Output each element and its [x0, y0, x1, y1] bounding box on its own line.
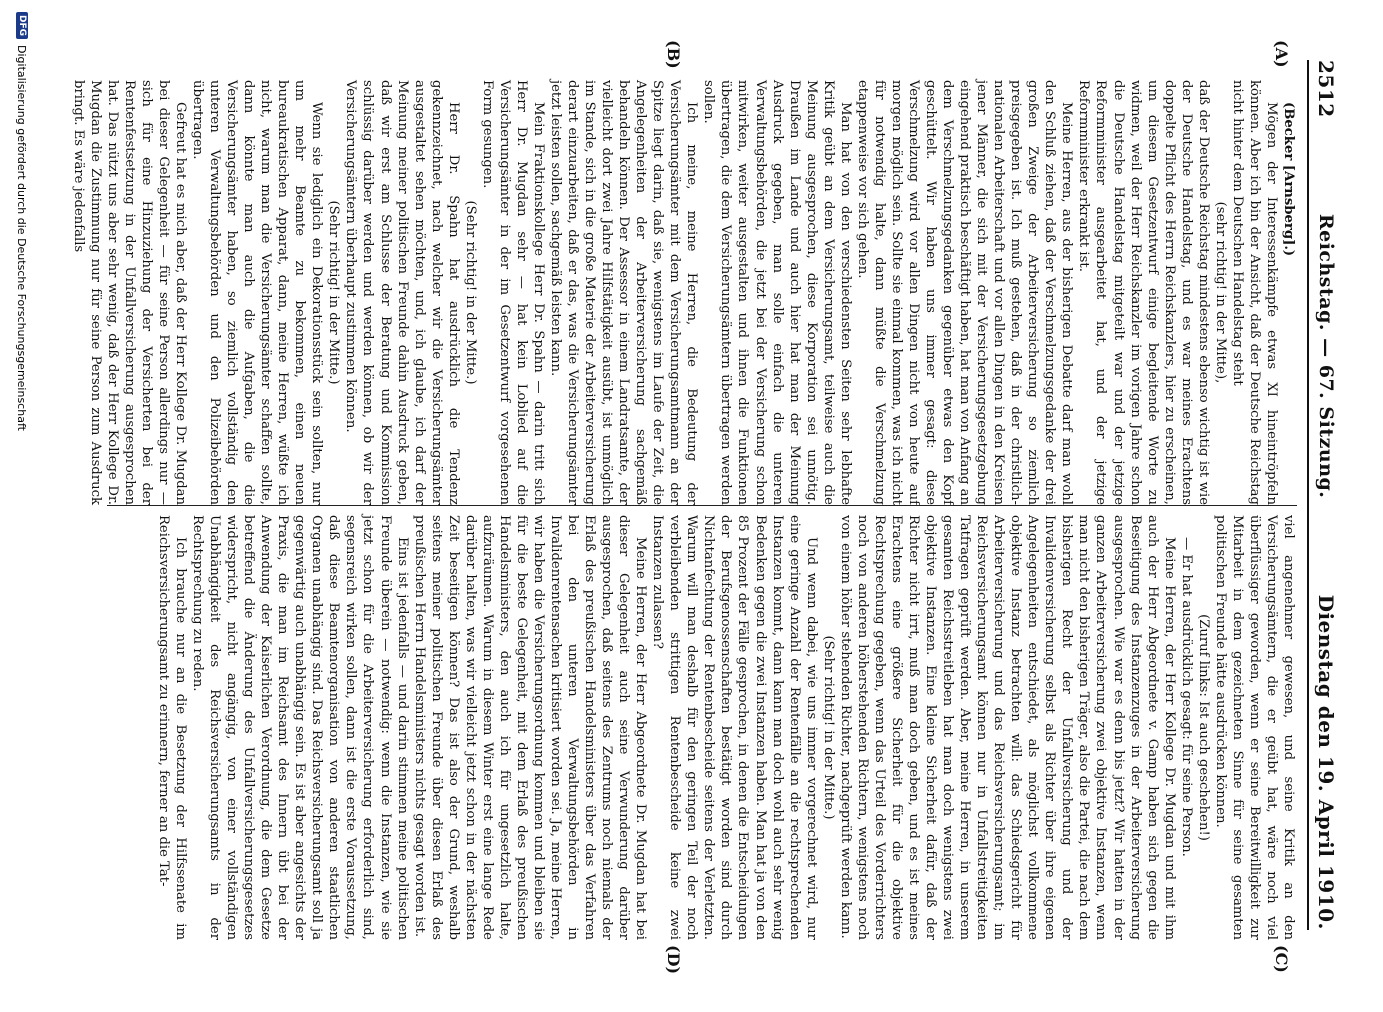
page-footer	[11, 0, 33, 1012]
paragraph	[1212, 515, 1297, 940]
paragraph-text: Ich meine, meine Herren, die Bedeutung der Versicherungsämter mit dem Versicherungsamtmann an der Spitze liegt darin, daß sie, wenigstens im Laufe der Zeit, die Angelegenheiten der Arbeiterversicherung sachgemäß behandeln können. Der Assessor in einem Landratsamte, der vielleicht dort zwei Jahre Hilfstätigkeit ausübt, ist unmöglich im Stande, sich in die große Materie der Arbeiterversicherung derart einzuarbeiten, daß er das, was die Versicherungsämter jetzt leisten sollen, sachgemäß leisten kann.	[547, 80, 700, 505]
interjection	[462, 80, 479, 505]
paragraph-text: Eins ist jedenfalls — und darin stimmen meine politischen Freunde überein — notwendig: wenn die Instanzen, wie sie jetzt schon für die Arbeiterversicherung erforderlich sind, segensreich wirken sollen, dann ist die erste Voraussetzung, daß diese Beamtenorganisation von anderen staatlichen Organen unabhängig sind. Das Reichsversicherungsamt soll ja gegenwärtig auch unabhängig sein. Es ist aber angesichts der Praxis, die man im Reichsamt des Innern übt bei der Anwendung der Kaiserlichen Verordnung, die dem Gesetze betreffend die Änderung des Unfallversicherungsgesetzes widerspricht, nicht angängig, von einer vollständigen Unabhängigkeit des Reichsversicherungsamts in der Rechtsprechung zu reden.	[190, 515, 410, 940]
paragraph	[1075, 80, 1211, 505]
footer-credit: Digitalisierung gefördert durch die Deutsche Forschungsgemeinschaft	[15, 45, 29, 431]
column-divider	[107, 505, 1297, 506]
interjection	[1195, 515, 1212, 940]
paragraph-text: Wenn sie lediglich ein Dekorationsstück sein sollten, nur um mehr Beamte zu bekommen, einen neuen bureaukratischen Apparat, dann, meine Herren, wüßte ich nicht, warum man die Versicherungsämter schaffen sollte, dann könnte man auch die Aufgaben, die die Versicherungsämter haben, so ziemlich vollständig den unteren Verwaltungsbehörden und den Polizeibehörden übertragen.	[190, 80, 325, 505]
left-text-column	[70, 80, 1297, 505]
interjection	[325, 80, 342, 505]
paragraph	[155, 515, 189, 940]
paragraph	[837, 515, 1178, 940]
paragraph-text: (Sehr richtig! in der Mitte.)	[326, 200, 342, 385]
paragraph	[479, 80, 547, 505]
interjection	[1212, 80, 1229, 505]
paragraph-text: Mein Fraktionskollege Herr Dr. Spahn — darin tritt sich Herr Dr. Mugdan sehr — hat kein Loblied auf die Versicherungsämter in der im Gesetzentwurf vorgesehenen Form gesungen.	[479, 80, 546, 505]
paragraph	[189, 515, 411, 940]
paragraph	[700, 80, 853, 505]
margin-mark-c: (C)	[1272, 945, 1291, 973]
paragraph-text: Meine Herren, aus der bisherigen Debatte darf man wohl den Schluß ziehen, daß der Verschmelzungsgedanke der drei großen Zweige der Arbeiterversicherung so ziemlich preisgegeben ist. Ich muß gestehen, daß in der christlich-nationalen Arbeiterschaft und vor allen Dingen in den Kreisen jener Männer, die sich mit der Versicherungsgesetzgebung eingehend praktisch beschäftigt haben, hat man von Anfang an dem Verschmelzungsgedanken gegenüber etwas den Kopf geschüttelt. Wir haben uns immer gesagt: diese Verschmelzung wird vor allen Dingen nicht von heute auf morgen möglich sein. Sollte sie einmal kommen, was ich nicht für notwendig halte, dann müßte die Verschmelzung etappenweise vor sich gehen.	[854, 80, 1075, 505]
paragraph-text: — Er hat ausdrücklich gesagt: für seine Person.	[1178, 537, 1194, 857]
paragraph	[411, 515, 650, 940]
dfg-logo: DFG	[16, 12, 28, 39]
paragraph-text: Ich brauche nur an die Besetzung der Hilfssenate im Reichsversicherungsamt zu erinnern, ferner an die Tat-	[155, 515, 188, 940]
paragraph-text: (Sehr richtig! in der Mitte.)	[462, 200, 478, 385]
session-title: Reichstag. — 67. Sitzung.	[1315, 213, 1337, 499]
paragraph	[1229, 80, 1280, 505]
margin-mark-b: (B)	[664, 40, 683, 69]
page-header	[1307, 60, 1343, 930]
margin-mark-a: (A)	[1272, 40, 1291, 68]
interjection	[820, 515, 837, 940]
paragraph-text: viel angenehmer gewesen, und seine Kritik an den Versicherungsämtern, die er geübt hat, wäre noch viel überflüssiger geworden, wenn er seine Bereitwilligkeit zur Mitarbeit in dem gezeichneten Sinne für seine gesamten politischen Freunde hätte ausdrücken können.	[1212, 515, 1296, 940]
paragraph-text: Meine Herren, der Herr Abgeordnete Dr. Mugdan hat bei dieser Gelegenheit auch seine Verwunderung darüber ausgesprochen, daß seitens des Zentrums noch niemals der Erlaß des preußischen Handelsministers über das Verfahren bei den unteren Verwaltungsbehörden in Invalidenrentensachen kritisiert worden sei. Ja, meine Herren, wir haben die Versicherungsordnung kommen und bleiben sie für die beste Gelegenheit, mit dem Erlaß des preußischen Handelsministers, den auch ich für ungesetzlich halte, aufzuräumen. Warum in diesem Winter erst eine lange Rede darüber halten, was wir vielleicht jetzt schon in der nächsten Zeit beseitigen können? Das ist also der Grund, weshalb seitens meiner politischen Freunde über diesen Erlaß des preußischen Herrn Handelsministers nichts gesagt worden ist.	[411, 515, 649, 940]
paragraph-text: Und wenn dabei, wie uns immer vorgerechnet wird, nur eine geringe Anzahl der Rentenfälle an die rechtsprechenden Instanzen kommt, dann kann man doch wohl auch sehr wenig Bedenken gegen die zwei Instanzen haben. Man hat ja von den 85 Prozent der Fälle gesprochen, in denen die Entscheidungen der Berufsgenossenschaften bestätigt worden sind durch Nichtanfechtung der Rentenbescheide seitens der Verletzten. Warum will man deshalb für den geringen Teil der noch verbleibenden strittigen Rentenbescheide keine zwei Instanzen zulassen?	[650, 515, 819, 940]
paragraph-text: (Zuruf links: Ist auch geschehen!)	[1195, 614, 1211, 841]
paragraph	[70, 80, 189, 505]
paragraph	[649, 515, 819, 940]
paragraph-text: daß der Deutsche Reichstag mindestens ebenso wichtig ist wie der Deutsche Handelstag, und es war meines Erachtens doppelte Pflicht des Herrn Reichskanzlers, hier zu erscheinen, um diesem Gesetzentwurf einige begleitende Worte zu widmen, weil der Herr Reichskanzler im vorigen Jahre schon die Deutsche Handelstag mitgeteilt war und der jetzige Reformminister ausgearbeitet hat, und der jetzige Reformminister erkrankt ist.	[1076, 80, 1211, 505]
paragraph-text: Man hat von den verschiedensten Seiten sehr lebhafte Kritik geübt an dem Versicherungsamt, teilweise auch die Meinung ausgesprochen, diese Korporation sei unnötig. Draußen im Lande und auch hier hat man der Meinung Ausdruck gegeben, man solle einfach die unteren Verwaltungsbehörden, die jetzt bei der Versicherung schon mitwirken, weiter ausgestalten und ihnen die Funktionen übertragen, die dem Versicherungsämtern übertragen werden sollen.	[701, 80, 853, 505]
paragraph-text: Mögen der Interessenkämpfe etwas XI hineintröpfeln können. Aber ich bin der Ansicht, daß der Deutsche Reichstag nicht hinter dem Deutschen Handelstag steht	[1229, 80, 1279, 505]
paragraph-text: Herr Dr. Spahn hat ausdrücklich die Tendenz gekennzeichnet, nach welcher wir die Versicherungsämter ausgestaltet sehen möchten, und, ich glaube, ich darf der Meinung meiner politischen Freunde dahin Ausdruck geben, daß wir erst am Schlusse der Beratung und Kommission schlüssig darüber werden und werden können, ob wir der Versicherungsämtern überhaupt zustimmen können.	[343, 80, 461, 505]
session-date: Dienstag den 19. April 1910.	[1314, 594, 1338, 930]
margin-mark-d: (D)	[664, 945, 683, 975]
paragraph-text: (sehr richtig! in der Mitte),	[1212, 201, 1228, 384]
paragraph-text: (Sehr richtig! in der Mitte.)	[820, 635, 836, 820]
paragraph-text: Meine Herren, der Herr Kollege Dr. Mugdan und mit ihm auch der Herr Abgeordnete v. Gamp haben sich gegen die Beseitigung des Instanzenzuges in der Arbeiterversicherung ausgesprochen. Wie war es denn bis jetzt? Wir hatten in der ganzen Arbeiterversicherung zwei objektive Instanzen, wenn man nicht den bisherigen Träger, also die Partei, die nach dem bisherigen Recht der Unfallversicherung und der Invalidenversicherung selbst als Richter über ihre eigenen Angelegenheiten entschiedet, als möglichst vollkommene objektive Instanz betrachten will: das Schiedsgericht für Arbeiterversicherung und das Reichsversicherungsamt; im Reichsversicherungsamt können nur in Unfallstreitigkeiten Tatfragen geprüft werden. Aber, meine Herren, in unserem gesamten Reichsstreitleben hat man doch wenigstens zwei objektive Instanzen. Eine kleine Sicherheit dafür, daß der Richter nicht irrt, muß man doch geben, und es ist meines Erachtens eine größere Sicherheit für die objektive Rechtsprechung gegeben, wenn das Urteil des Vorderrichters noch von anderen höherstehenden Richtern, wenigstens noch von einem höher stehenden Richter, nachgeprüft werden kann.	[837, 515, 1177, 940]
paragraph	[854, 80, 1076, 505]
paragraph	[1178, 515, 1195, 940]
paragraph-text: Gefreut hat es mich aber, daß der Herr Kollege Dr. Mugdan bei dieser Gelegenheit — für seine Person allerdings nur — sich für eine Hinzuziehung der Versicherten bei der Rentenfestsetzung in der Unfallversicherung ausgesprochen hat. Das nützt uns aber sehr wenig, daß der Herr Kollege Dr. Mugdan die Zustimmung nur für seine Person zum Ausdruck bringt. Es wäre jedenfalls	[70, 80, 188, 505]
paragraph	[1280, 80, 1297, 505]
paragraph	[547, 80, 700, 505]
right-text-column	[155, 515, 1297, 940]
speaker-name: (Becker [Arnsberg].)	[1281, 102, 1296, 257]
page-number: 2512	[1314, 60, 1338, 118]
paragraph	[342, 80, 461, 505]
paragraph	[189, 80, 325, 505]
